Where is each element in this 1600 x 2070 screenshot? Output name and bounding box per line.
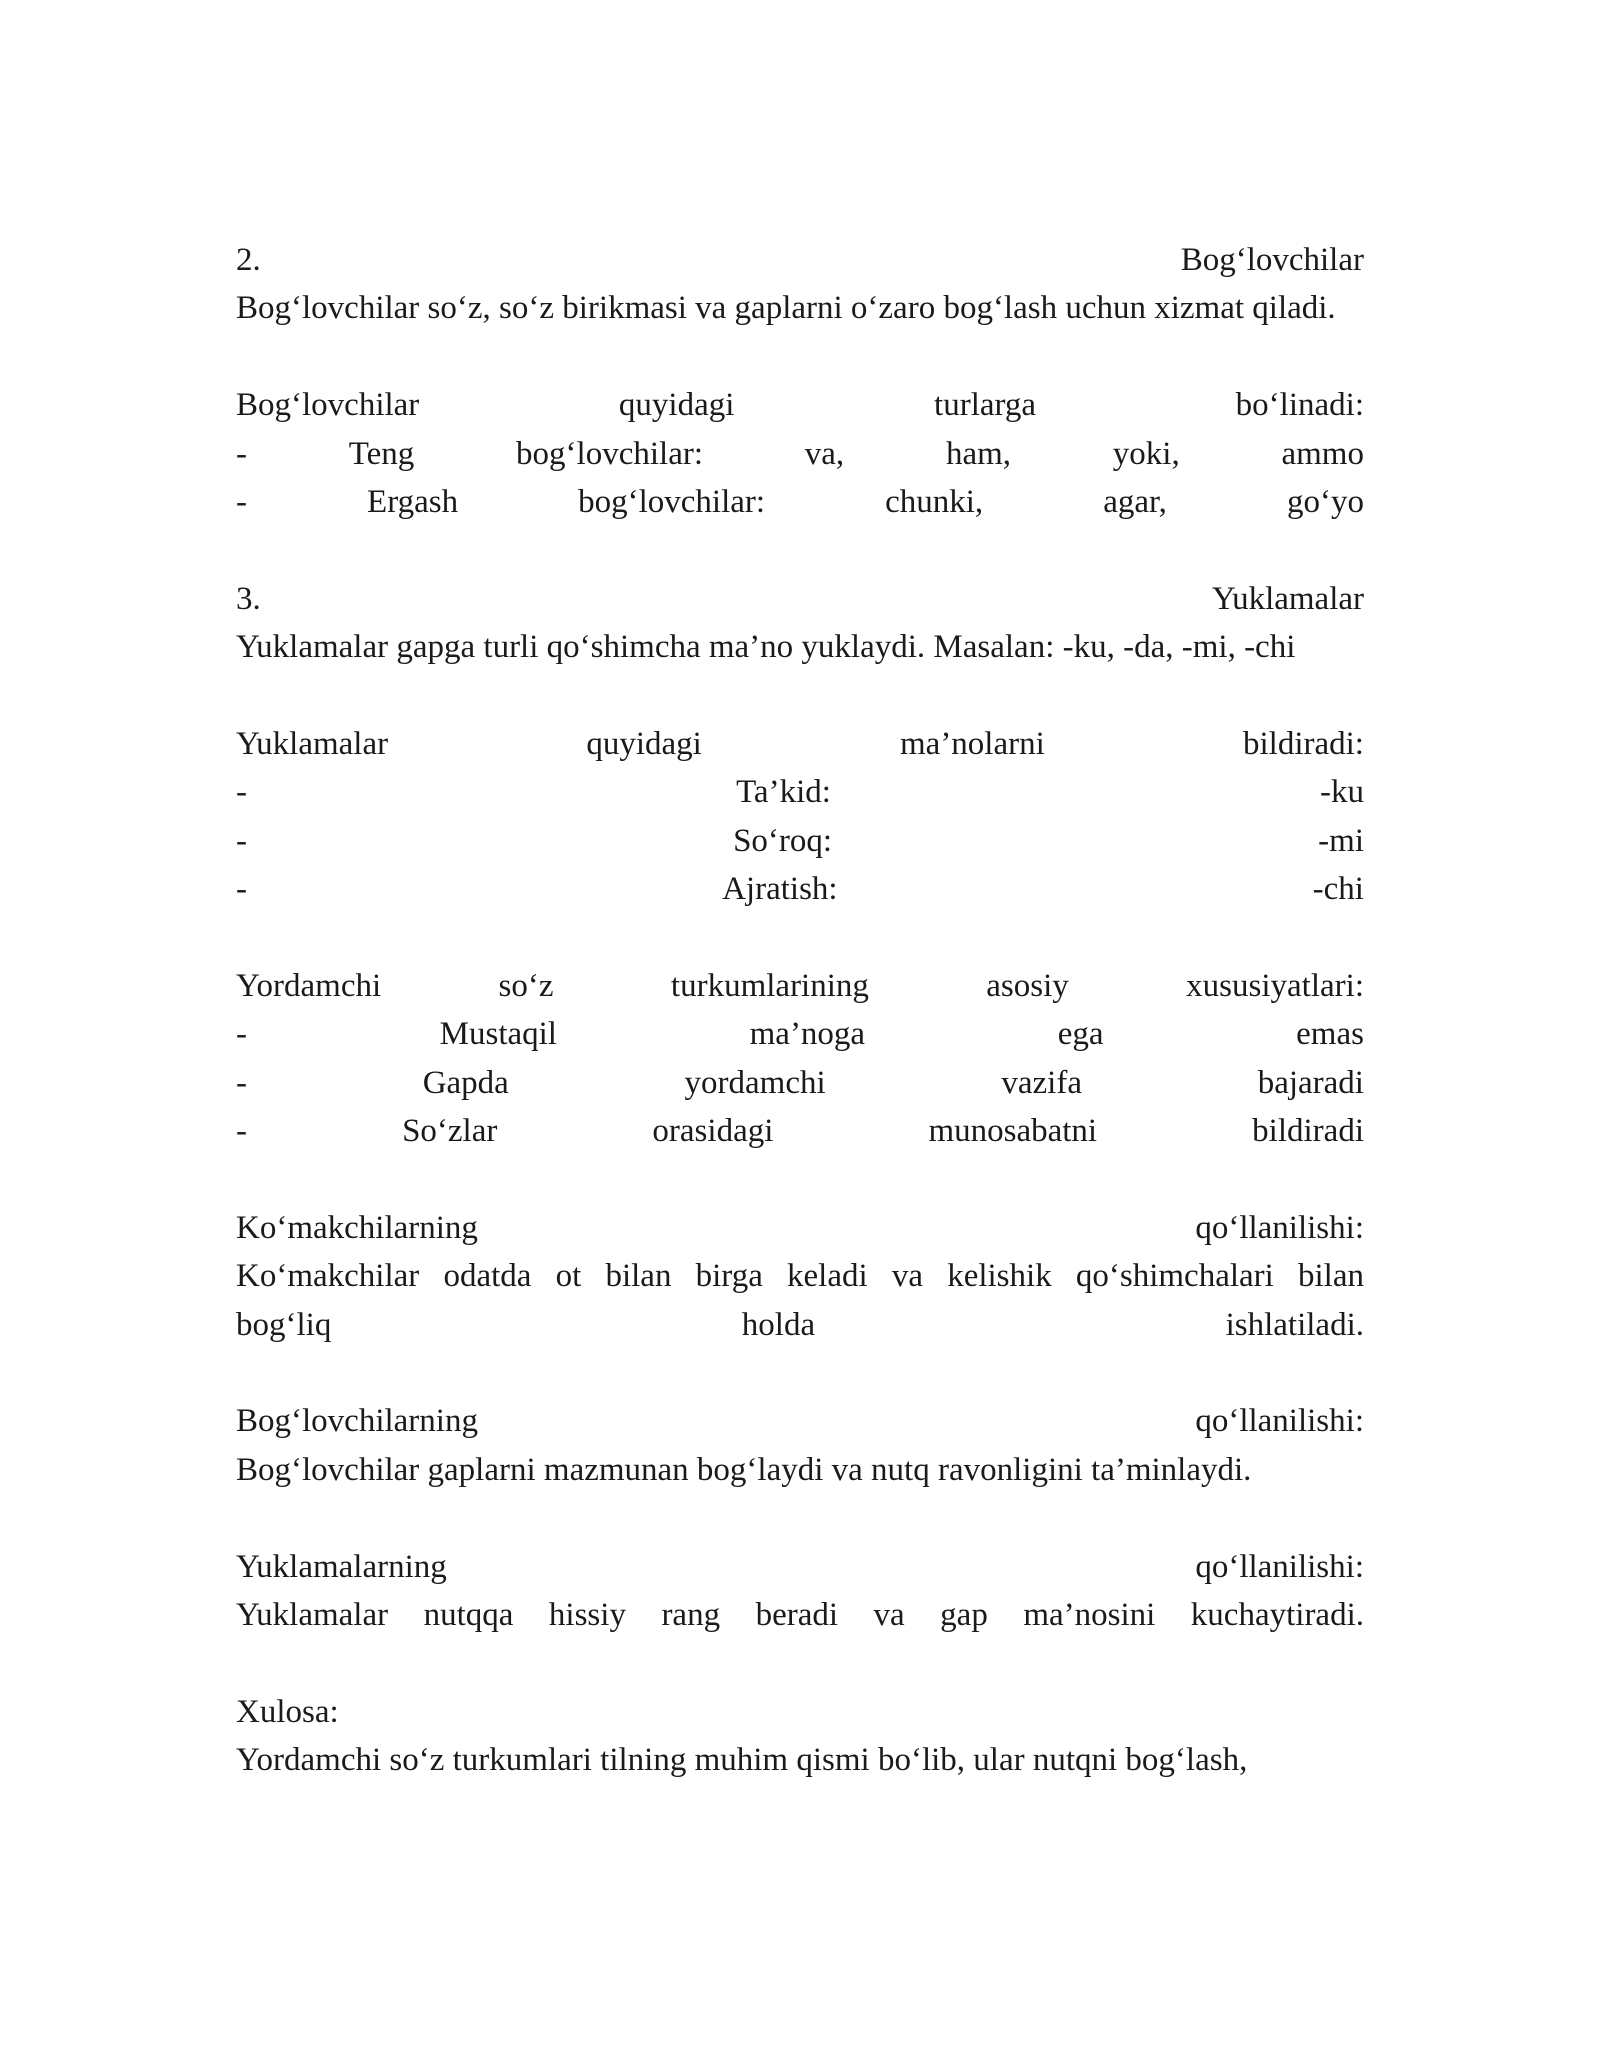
word: go‘yo: [1286, 483, 1364, 520]
word: Xulosa:: [236, 1693, 339, 1730]
section-2-heading: [236, 236, 1364, 284]
word: Teng: [348, 435, 415, 472]
section-3-heading: [236, 575, 1364, 623]
yuklama-text: Yuklamalar nutqqa hissiy rang beradi va gap ma’nosini kuchaytiradi.: [236, 1597, 1364, 1633]
word: ma’noga: [749, 1016, 866, 1053]
word: so‘z: [498, 967, 554, 1004]
word: So‘zlar: [402, 1113, 498, 1150]
blank-line: [236, 526, 1364, 574]
section-2-types-line: [236, 381, 1364, 429]
features-line: [236, 962, 1364, 1010]
bullet-dash: -: [236, 1064, 247, 1101]
word: -ku: [1319, 774, 1364, 811]
bullet-dash: -: [236, 435, 247, 472]
word: qo‘llanilishi:: [1195, 1548, 1364, 1585]
list-item: [236, 430, 1364, 478]
word: So‘roq:: [733, 822, 833, 859]
word: bog‘lovchilar:: [578, 483, 766, 520]
list-item: [236, 1059, 1364, 1107]
list-item: [236, 478, 1364, 526]
blank-line: [236, 333, 1364, 381]
word: Yuklamalarning: [236, 1548, 447, 1585]
word: Mustaqil: [439, 1016, 557, 1053]
word: bog‘liq: [236, 1306, 332, 1343]
word: yoki,: [1112, 435, 1180, 472]
word: bildiradi: [1252, 1113, 1364, 1150]
word: bo‘linadi:: [1235, 387, 1364, 424]
xulosa-heading: [236, 1688, 1364, 1736]
word: ammo: [1281, 435, 1364, 472]
yuklama-heading: [236, 1543, 1364, 1591]
boglovchi-heading: [236, 1397, 1364, 1445]
section-3-intro: Yuklamalar gapga turli qo‘shimcha ma’no yuklaydi. Masalan: -ku, -da, -mi, -chi: [236, 629, 1296, 666]
list-item: [236, 817, 1364, 865]
word: Ergash: [367, 483, 459, 520]
word: Ko‘makchilarning: [236, 1209, 478, 1246]
section-number: 3.: [236, 580, 261, 617]
word: ham,: [945, 435, 1012, 472]
blank-line: [236, 672, 1364, 720]
bullet-dash: -: [236, 1016, 247, 1053]
list-item: [236, 1107, 1364, 1155]
blank-line: [236, 1349, 1364, 1397]
word: Yuklamalar: [236, 725, 389, 762]
bullet-dash: -: [236, 774, 247, 811]
word: bildiradi:: [1242, 725, 1364, 762]
bullet-dash: -: [236, 483, 247, 520]
word: Yordamchi: [236, 967, 382, 1004]
word: orasidagi: [652, 1113, 774, 1150]
bullet-dash: -: [236, 1113, 247, 1150]
word: Ajratish:: [722, 871, 838, 908]
word: vazifa: [1001, 1064, 1082, 1101]
word: qo‘llanilishi:: [1195, 1403, 1364, 1440]
word: Bog‘lovchilar: [236, 387, 420, 424]
section-number: 2.: [236, 242, 261, 278]
word: turkumlarining: [670, 967, 869, 1004]
word: yordamchi: [684, 1064, 826, 1101]
komakchi-text-line-2: [236, 1301, 1364, 1349]
document-page: [236, 236, 1364, 1785]
word: Ta’kid:: [736, 774, 831, 811]
word: bog‘lovchilar:: [516, 435, 703, 472]
word: Bog‘lovchilarning: [236, 1403, 478, 1440]
blank-line: [236, 1639, 1364, 1687]
section-3-meanings-line: [236, 720, 1364, 768]
word: emas: [1296, 1016, 1364, 1053]
komakchi-heading: [236, 1204, 1364, 1252]
section-2-intro: Bog‘lovchilar so‘z, so‘z birikmasi va gaplarni o‘zaro bog‘lash uchun xizmat qiladi.: [236, 290, 1336, 327]
section-title: Yuklamalar: [1211, 580, 1364, 617]
word: ishlatiladi.: [1225, 1306, 1364, 1343]
word: agar,: [1103, 483, 1167, 520]
blank-line: [236, 1494, 1364, 1542]
list-item: [236, 768, 1364, 816]
word: ega: [1057, 1016, 1104, 1053]
xulosa-text: Yordamchi so‘z turkumlari tilning muhim qismi bo‘lib, ular nutqni bog‘lash,: [236, 1742, 1248, 1779]
list-item: [236, 865, 1364, 913]
word: chunki,: [885, 483, 984, 520]
word: va,: [804, 435, 845, 472]
word: bajaradi: [1257, 1064, 1364, 1101]
word: ma’nolarni: [900, 725, 1045, 762]
word: -mi: [1318, 822, 1364, 859]
word: quyidagi: [618, 387, 735, 424]
word: turlarga: [934, 387, 1037, 424]
word: qo‘llanilishi:: [1195, 1209, 1364, 1246]
word: asosiy: [986, 967, 1069, 1004]
word: holda: [741, 1306, 816, 1343]
word: quyidagi: [586, 725, 702, 762]
komakchi-text-line-1: Ko‘makchilar odatda ot bilan birga keladi va kelishik qo‘shimchalari bilan: [236, 1258, 1364, 1295]
word: Gapda: [422, 1064, 509, 1101]
bullet-dash: -: [236, 822, 247, 859]
boglovchi-text: Bog‘lovchilar gaplarni mazmunan bog‘laydi va nutq ravonligini ta’minlaydi.: [236, 1451, 1252, 1488]
bullet-dash: -: [236, 871, 247, 908]
list-item: [236, 1010, 1364, 1058]
word: xususiyatlari:: [1186, 967, 1364, 1004]
word: -chi: [1312, 871, 1364, 908]
section-title: Bog‘lovchilar: [1180, 242, 1364, 278]
word: munosabatni: [928, 1113, 1098, 1150]
blank-line: [236, 914, 1364, 962]
blank-line: [236, 1155, 1364, 1203]
